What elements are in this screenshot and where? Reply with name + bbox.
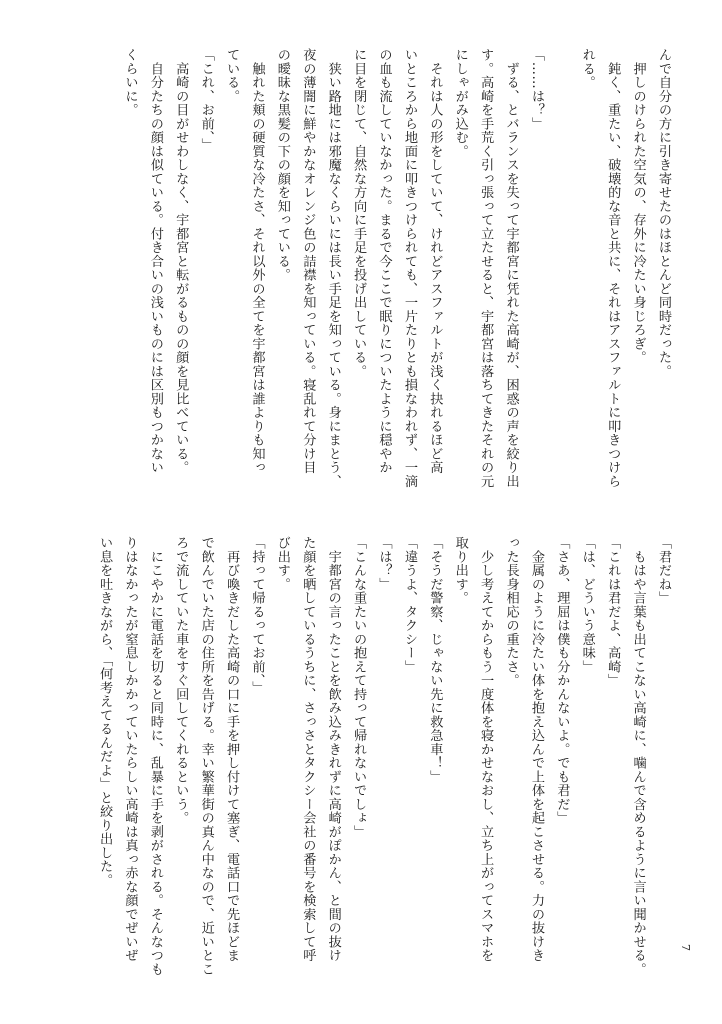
text-line: に目を閉じて、自然な方向に手足を投げ出している。 (351, 48, 367, 378)
text-line: 狭い路地には邪魔なくらいには長い手足を知っている。身にまとう、 (325, 48, 341, 488)
text-line: 触れた頬の硬質な冷たさ、それ以外の全てを宇都宮は誰よりも知っ (249, 48, 265, 475)
text-line: 高崎の目がせわしなく、宇都宮と転がるものの顔を見比べている。 (173, 48, 189, 475)
text-line: くらいに。 (122, 48, 138, 117)
text-line: ずる、とバランスを失って宇都宮に凭れた高崎が、困惑の声を絞り出 (503, 48, 519, 488)
text-line: んで自分の方に引き寄せたのはほとんど同時だった。 (656, 48, 671, 378)
text-line: び出す。 (274, 536, 290, 591)
page-number: 7 (679, 944, 692, 951)
text-line: 取り出す。 (452, 536, 468, 605)
text-line: 少し考えてからもう一度体を寝かせなおし、立ち上がってスマホを (478, 536, 494, 963)
text-line: 自分たちの顔は似ている。付き合いの浅いものには区別もつかない (147, 48, 163, 475)
text-line: 夜の薄闇に鮮やかなオレンジ色の詰襟を知っている。寝乱れて分け目 (300, 48, 316, 475)
text-line: 宇都宮の言ったことを飲み込みきれずに高崎がぽかん、と間の抜け (325, 536, 341, 963)
text-line: 「違うよ、タクシー」 (401, 536, 417, 674)
text-line: いところから地面に叩きつけられても、一片たりとも損なわれず、一滴 (401, 48, 417, 488)
text-line: 「さあ、理屈は僕も分かんないよ。でも君だ」 (554, 536, 570, 825)
text-line: それは人の形をしていて、けれどアスファルトが浅く抉れるほど高 (427, 48, 443, 475)
text-line: 「君だね」 (656, 536, 671, 605)
text-line: 「は？」 (376, 536, 392, 591)
text-line: 「これ、お前、」 (198, 48, 214, 152)
text-line: 再び喚きだした高崎の口に手を押し付けて塞ぎ、電話口で先ほどま (224, 536, 240, 963)
text-line: の曖昧な黒髪の下の顔を知っている。 (274, 48, 290, 282)
text-line: ている。 (224, 48, 240, 103)
text-line: ろで流していた車をすぐ回してくれるという。 (173, 536, 189, 825)
text-line: 「これは君だよ、高崎」 (605, 536, 621, 688)
text-line: 金属のように冷たい体を抱え込んで上体を起こさせる。力の抜けき (528, 536, 544, 963)
text-line: た顔を晒しているうちに、さっさとタクシー会社の番号を検索して呼 (300, 536, 316, 963)
text-line: の血も流していなかった。まるで今ここで眠りについたように穏やか (376, 48, 392, 475)
text-line: った長身相応の重たさ。 (503, 536, 519, 688)
text-line: で飲んでいた店の住所を告げる。幸い繁華街の真ん中なので、近いとこ (198, 536, 214, 976)
text-line: 押しのけられた空気の、存外に冷たい身じろぎ。 (630, 48, 646, 365)
lower-text-block (92, 536, 676, 986)
text-line: 「は、どういう意味」 (579, 536, 595, 674)
text-line: 「そうだ警察、じゃない先に救急車！」 (427, 536, 443, 784)
upper-text-block (117, 48, 676, 498)
text-line: にしゃがみ込む。 (452, 48, 468, 158)
text-line: 「……は？」 (528, 48, 544, 131)
text-line: りはなかったが窒息しかかっていたらしい高崎は真っ赤な顔でぜいぜ (122, 536, 138, 963)
text-line: す。高崎を手荒く引っ張って立たせると、宇都宮は落ちてきたそれの元 (478, 48, 494, 488)
text-line: れる。 (579, 48, 595, 90)
text-line: い息を吐きながら、「何考えてるんだよ」と絞り出した。 (97, 536, 113, 887)
text-line: 「こんな重たいの抱えて持って帰れないでしょ」 (351, 536, 367, 839)
text-line: 鈍く、重たい、破壊的な音と共に、それはアスファルトに叩きつけら (605, 48, 621, 488)
text-line (549, 48, 574, 498)
text-line: にこやかに電話を切ると同時に、乱暴に手を剥がされる。そんなつも (147, 536, 163, 976)
text-line: もはや言葉も出てこない高崎に、噛んで含めるように言い聞かせる。 (630, 536, 646, 976)
text-line: 「持って帰るってお前、」 (249, 536, 265, 695)
